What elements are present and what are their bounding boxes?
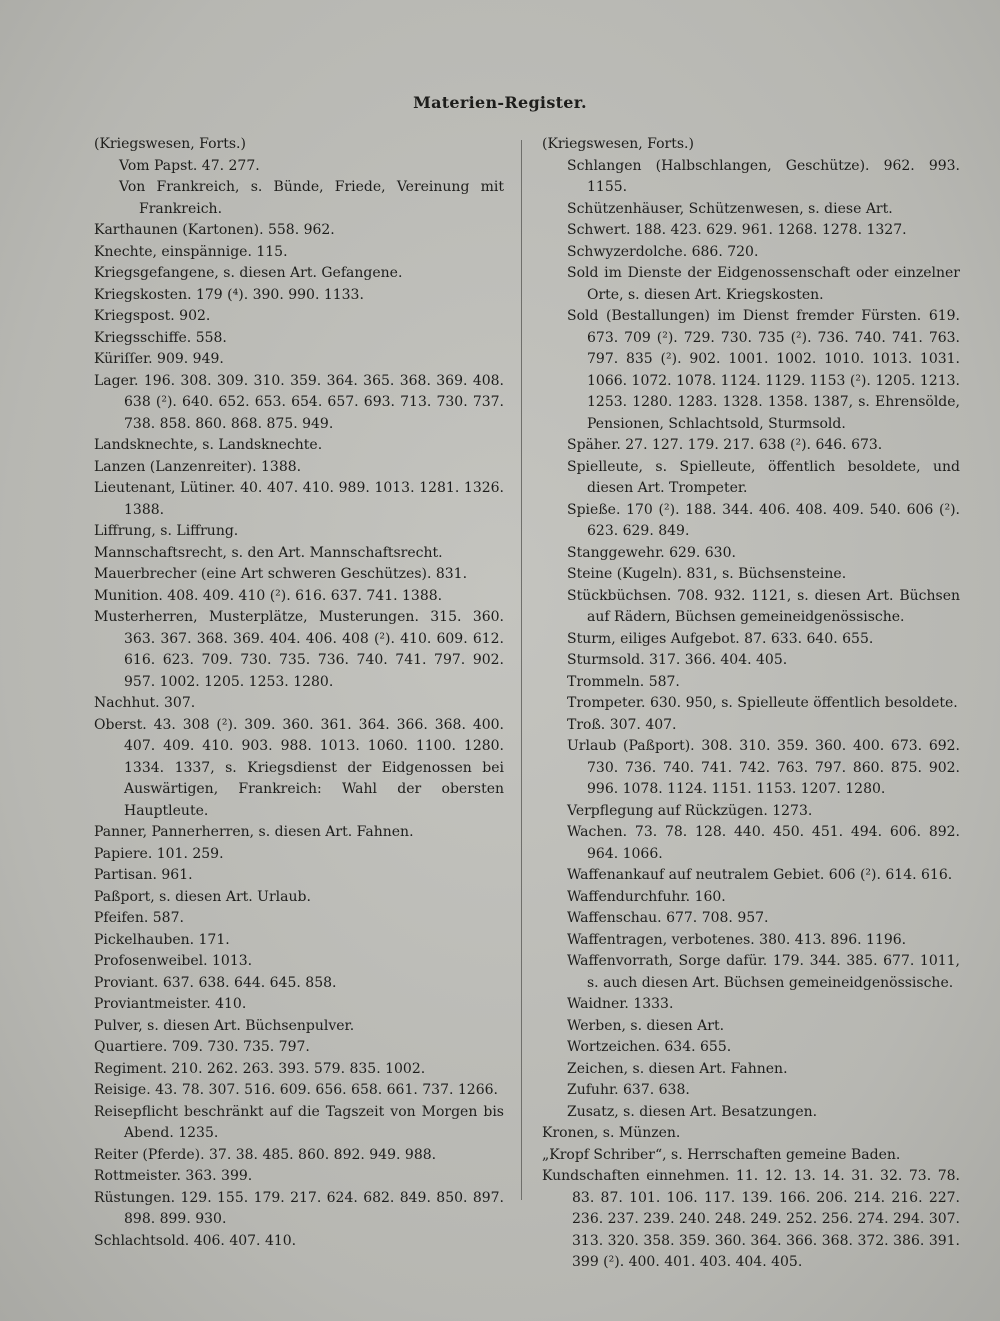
index-entry: Troß. 307. 407. [567, 716, 677, 733]
page-header: Materien-Register. [413, 93, 587, 112]
index-entry: Urlaub (Paßport). 308. 310. 359. 360. 400. 673. 692. 730. 736. 740. 741. 742. 763. 797. 860. 875. 902. 996. 1078. 1124. 1151. 1153. 1207. 1280. [567, 738, 960, 797]
index-entry: Panner, Pannerherren, s. diesen Art. Fahnen. [94, 824, 414, 840]
index-entry: (Kriegswesen, Forts.) [542, 136, 694, 152]
index-entry: Paßport, s. diesen Art. Urlaub. [94, 888, 311, 905]
index-entry: „Kropf Schriber“, s. Herrschaften gemeine Baden. [542, 1146, 901, 1163]
index-entry: Kriegskosten. 179 (⁴). 390. 990. 1133. [94, 286, 364, 303]
index-entry: Liffrung, s. Liffrung. [94, 523, 239, 539]
index-entry: Pfeifen. 587. [94, 910, 184, 926]
index-entry: Pulver, s. diesen Art. Büchsenpulver. [94, 1017, 355, 1034]
index-entry: Waffentragen, verbotenes. 380. 413. 896. 1196. [567, 931, 907, 948]
index-entry: Schützenhäuser, Schützenwesen, s. diese Art. [567, 200, 893, 217]
index-entry: Trompeter. 630. 950, s. Spielleute öffentlich besoldete. [567, 695, 958, 711]
index-entry: Proviant. 637. 638. 644. 645. 858. [94, 974, 337, 991]
index-entry: Küriſſer. 909. 949. [94, 351, 224, 367]
index-entry: Profosenweibel. 1013. [94, 953, 253, 969]
index-entry: Kundschaften einnehmen. 11. 12. 13. 14. 31. 32. 73. 78. 83. 87. 101. 106. 117. 139. 166. 206. 214. 216. 227. 236. 237. 239. 240. 248. 249. 252. 256. 274. 294. 307. 313. 320. 358. 359. 360. 364. 366. 368. 372. 386. 391. 399 (²). 400. 401. 403. 404. 405. [542, 1168, 960, 1270]
index-entry: Von Frankreich, s. Bünde, Friede, Vereinung mit Frankreich. [119, 179, 504, 217]
index-entry: Mannschaftsrecht, s. den Art. Mannschaftsrecht. [94, 544, 443, 561]
index-entry: Nachhut. 307. [94, 695, 196, 711]
index-entry: Papiere. 101. 259. [94, 845, 224, 862]
index-entry: Waidner. 1333. [567, 996, 674, 1012]
column-divider [521, 140, 522, 1200]
left-column [94, 134, 504, 1252]
index-entry: Verpflegung auf Rückzügen. 1273. [567, 802, 813, 819]
index-entry: Reisige. 43. 78. 307. 516. 609. 656. 658. 661. 737. 1266. [94, 1082, 498, 1098]
index-entry: Reisepflicht beschränkt auf die Tagszeit von Morgen bis Abend. 1235. [94, 1103, 504, 1141]
index-entry: Sturm, eiliges Aufgebot. 87. 633. 640. 655. [567, 630, 874, 647]
index-entry: Werben, s. diesen Art. [567, 1017, 725, 1034]
index-entry: Oberst. 43. 308 (²). 309. 360. 361. 364. 366. 368. 400. 407. 409. 410. 903. 988. 1013. 1060. 1100. 1280. 1334. 1337, s. Kriegsdienst der Eidgenossen bei Auswärtigen, Frankreich: Wahl der obersten Hauptleute. [94, 716, 504, 819]
index-entry: Spielleute, s. Spielleute, öffentlich besoldete, und diesen Art. Trompeter. [567, 458, 960, 496]
index-entry: Wortzeichen. 634. 655. [567, 1039, 732, 1055]
index-entry: Pickelhauben. 171. [94, 931, 230, 948]
index-entry: Waffendurchfuhr. 160. [567, 888, 726, 905]
index-entry: Kriegspost. 902. [94, 308, 211, 324]
index-entry: Schwyzerdolche. 686. 720. [567, 243, 759, 260]
index-entry: Schlangen (Halbschlangen, Geschütze). 962. 993. 1155. [567, 157, 960, 195]
index-entry: Sold (Bestallungen) im Dienst fremder Fürsten. 619. 673. 709 (²). 729. 730. 735 (²). 736. 740. 741. 763. 797. 835 (²). 902. 1001. 1002. 1010. 1013. 1031. 1066. 1072. 1078. 1124. 1129. 1153 (²). 1205. 1213. 1253. 1280. 1283. 1328. 1358. 1387, s. Ehrensölde, Pensionen, Schlachtsold, Sturmsold. [567, 308, 960, 432]
index-entry: Lieutenant, Lütiner. 40. 407. 410. 989. 1013. 1281. 1326. 1388. [94, 480, 504, 518]
index-entry: Zufuhr. 637. 638. [567, 1082, 690, 1098]
index-entry: Munition. 408. 409. 410 (²). 616. 637. 741. 1388. [94, 587, 443, 604]
index-entry: Waffenankauf auf neutralem Gebiet. 606 (²). 614. 616. [567, 867, 953, 883]
index-entry: Quartiere. 709. 730. 735. 797. [94, 1039, 310, 1055]
index-entry: Musterherren, Musterplätze, Musterungen. 315. 360. 363. 367. 368. 369. 404. 406. 408 (²). 410. 609. 612. 616. 623. 709. 730. 735. 736. 740. 741. 797. 902. 957. 1002. 1205. 1253. 1280. [94, 609, 504, 690]
index-entry: Kronen, s. Münzen. [542, 1125, 681, 1141]
index-entry: Schwert. 188. 423. 629. 961. 1268. 1278. 1327. [567, 222, 907, 238]
index-entry: Stanggewehr. 629. 630. [567, 544, 736, 561]
index-entry: Rottmeister. 363. 399. [94, 1168, 253, 1184]
index-entry: (Kriegswesen, Forts.) [94, 136, 246, 152]
index-entry: Lager. 196. 308. 309. 310. 359. 364. 365. 368. 369. 408. 638 (²). 640. 652. 653. 654. 657. 693. 713. 730. 737. 738. 858. 860. 868. 875. 949. [94, 372, 504, 432]
index-entry: Lanzen (Lanzenreiter). 1388. [94, 458, 302, 475]
index-entry: Proviantmeister. 410. [94, 996, 247, 1012]
index-entry: Regiment. 210. 262. 263. 393. 579. 835. 1002. [94, 1060, 426, 1077]
right-column [542, 134, 960, 1274]
index-entry: Rüstungen. 129. 155. 179. 217. 624. 682. 849. 850. 897. 898. 899. 930. [94, 1189, 504, 1227]
index-entry: Mauerbrecher (eine Art schweren Geschützes). 831. [94, 566, 468, 582]
index-entry: Vom Papst. 47. 277. [119, 157, 260, 174]
index-entry: Landsknechte, s. Landsknechte. [94, 437, 323, 453]
index-entry: Trommeln. 587. [567, 673, 680, 690]
index-entry: Sold im Dienste der Eidgenossenschaft oder einzelner Orte, s. diesen Art. Kriegskosten. [567, 265, 960, 303]
index-entry: Spieße. 170 (²). 188. 344. 406. 408. 409. 540. 606 (²). 623. 629. 849. [567, 501, 960, 539]
index-entry: Zusatz, s. diesen Art. Besatzungen. [567, 1103, 818, 1120]
index-entry: Schlachtsold. 406. 407. 410. [94, 1232, 297, 1249]
index-entry: Zeichen, s. diesen Art. Fahnen. [567, 1060, 788, 1077]
index-entry: Kriegsgefangene, s. diesen Art. Gefangene. [94, 265, 403, 281]
index-entry: Kriegsschiffe. 558. [94, 329, 227, 346]
index-entry: Stückbüchsen. 708. 932. 1121, s. diesen Art. Büchsen auf Rädern, Büchsen gemeineidgenössische. [567, 587, 960, 625]
index-entry: Partisan. 961. [94, 867, 193, 883]
index-entry: Reiter (Pferde). 37. 38. 485. 860. 892. 949. 988. [94, 1146, 437, 1163]
index-entry: Wachen. 73. 78. 128. 440. 450. 451. 494. 606. 892. 964. 1066. [567, 824, 960, 862]
index-entry: Knechte, einspännige. 115. [94, 243, 288, 260]
index-entry: Waffenvorrath, Sorge dafür. 179. 344. 385. 677. 1011, s. auch diesen Art. Büchsen gemeineidgenössische. [567, 953, 960, 991]
index-entry: Waffenschau. 677. 708. 957. [567, 910, 769, 926]
index-entry: Karthaunen (Kartonen). 558. 962. [94, 222, 335, 238]
index-entry: Späher. 27. 127. 179. 217. 638 (²). 646. 673. [567, 437, 883, 453]
index-entry: Sturmsold. 317. 366. 404. 405. [567, 652, 788, 668]
index-entry: Steine (Kugeln). 831, s. Büchsensteine. [567, 566, 847, 582]
